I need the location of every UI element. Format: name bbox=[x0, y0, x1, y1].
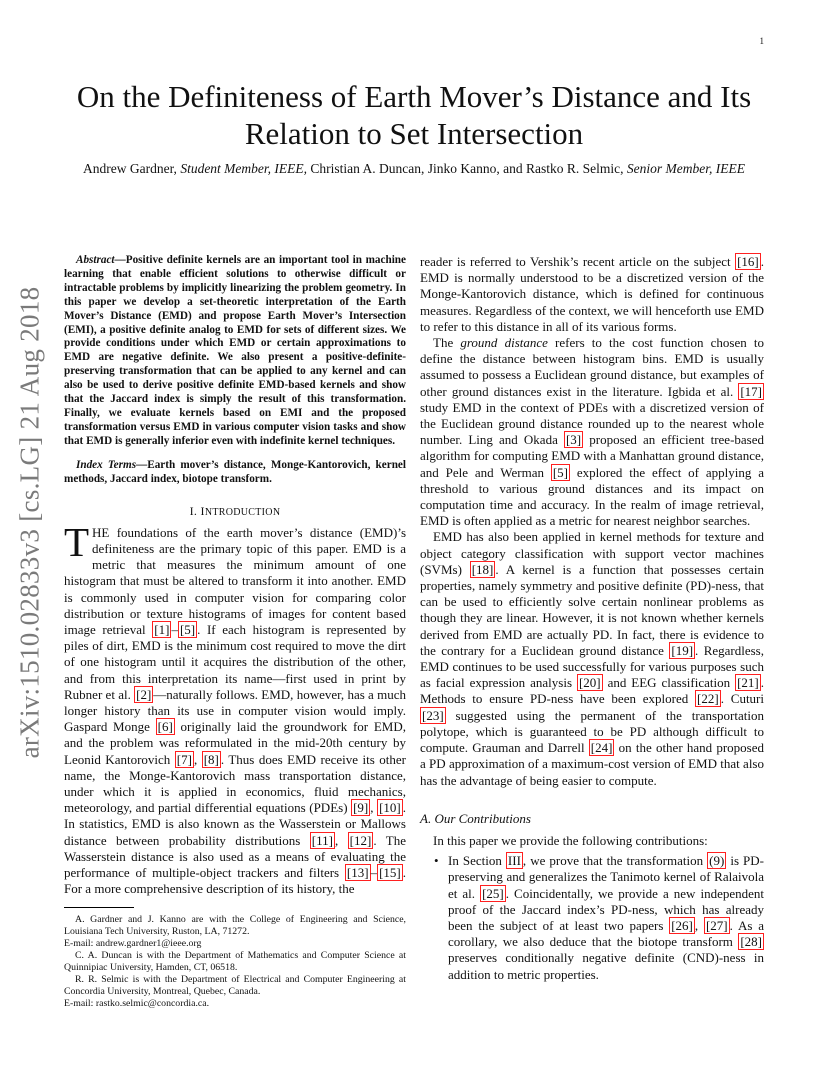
citation-link[interactable]: [7] bbox=[176, 751, 192, 767]
subsection-heading: A. Our Contributions bbox=[420, 810, 531, 826]
author-list bbox=[80, 160, 748, 178]
citation-link[interactable]: [8] bbox=[203, 751, 219, 767]
footnote-affiliation: A. Gardner and J. Kanno are with the College of Engineering and Science, Louisiana Tech University, Ruston, LA, 71272. bbox=[64, 914, 406, 938]
citation-link[interactable]: [3] bbox=[565, 432, 582, 448]
citation-link[interactable]: [26] bbox=[671, 917, 693, 933]
index-terms bbox=[64, 459, 406, 487]
index-terms-label: Index Terms bbox=[76, 458, 137, 471]
citation-link[interactable]: [17] bbox=[740, 383, 762, 399]
equation-link[interactable]: (9) bbox=[709, 853, 725, 869]
emphasized-term: ground distance bbox=[460, 335, 548, 351]
author-names: Christian A. Duncan, Jinko Kanno, and Rastko R. Selmic, bbox=[307, 161, 627, 176]
author-name: Andrew Gardner, bbox=[83, 161, 181, 176]
arxiv-stamp bbox=[10, 282, 50, 762]
citation-link[interactable]: [22] bbox=[697, 691, 719, 707]
citation-link[interactable]: [19] bbox=[671, 642, 694, 658]
abstract bbox=[64, 254, 406, 449]
citation-link[interactable]: [11] bbox=[311, 832, 333, 848]
right-column bbox=[420, 254, 764, 983]
intro-paragraph: THE foundations of the earth mover’s distance (EMD)’s definiteness are the primary topic of this paper. EMD is a metric that measures the minimum amount of one histogram that must be altered to transform it into another. EMD is commonly used in computer vision for comparing color distribution or texture histograms of images for content based image retrieval [1] – [5] . If each histogram is represented by piles of dirt, EMD is the minimum cost required to move the dirt of one histogram until it acquires the distribution of the other, and from this interpretation its name—first used in print by Rubner et al. [2] —naturally follows. EMD, however, has a much longer history than its use in computer vision would imply. Gaspard Monge [6] originally laid the groundwork for EMD, and the problem was reformulated in the mid-20th century by Leonid Kantorovich [7] , [8] . Thus does EMD receive its other name, the Monge-Kantorovich mass transportation distance, under which it is applied in economics, fluid mechanics, meteorology, and partial differential equations (PDEs) [9] , [10] . In statistics, EMD is also known as the Wasserstein or Mallows distance between probability distributions [11] , [12] . The Wasserstein distance is also used as a means of evaluating the performance of multiple-object trackers and filters [13] – [15] . For a more comprehensive description of its history, the bbox=[64, 518, 407, 897]
citation-link[interactable]: [9] bbox=[353, 800, 369, 816]
citation-link[interactable]: [1] bbox=[154, 621, 170, 637]
footnote-affiliation: R. R. Selmic is with the Department of Electrical and Computer Engineering at Concordia University, Montreal, Quebec, Canada. bbox=[64, 974, 406, 998]
paper-title: On the Definiteness of Earth Mover’s Distance and Its Relation to Set Intersection bbox=[76, 79, 752, 151]
drop-cap: T bbox=[64, 518, 90, 565]
arxiv-identifier: arXiv:1510.02833v3 [cs.LG] 21 Aug 2018 bbox=[14, 286, 45, 758]
citation-link[interactable]: [12] bbox=[349, 832, 372, 848]
section-heading bbox=[64, 503, 406, 521]
citation-link[interactable]: [25] bbox=[482, 885, 504, 901]
abstract-label: Abstract bbox=[76, 254, 115, 266]
footnotes bbox=[64, 914, 406, 1010]
section-link[interactable]: III bbox=[507, 853, 521, 869]
index-terms-text: —Earth mover’s distance, Monge-Kantorovich, kernel methods, Jaccard index, biotope transform. bbox=[64, 458, 406, 485]
left-column bbox=[64, 254, 406, 1010]
citation-link[interactable]: [16] bbox=[737, 254, 759, 269]
author-role: Student Member, IEEE, bbox=[180, 161, 308, 176]
citation-link[interactable]: [5] bbox=[179, 621, 196, 637]
citation-link[interactable]: [15] bbox=[379, 864, 401, 880]
footnote-email: E-mail: rastko.selmic@concordia.ca. bbox=[64, 998, 210, 1010]
section-number: I. bbox=[189, 503, 201, 518]
body-paragraph: EMD has also been applied in kernel methods for texture and object category classification with support vector machines (SVMs) [18] . A kernel is a function that possesses certain properties, namely symmetry and positive definite (PD)-ness, that can be used to efficiently solve certain nonlinear problems as though they are linear. However, it is not known whether kernels derived from EMD are actually PD. In fact, there is evidence to the contrary for a Euclidean ground distance [19] . Regardless, EMD continues to be used successfully for various purposes such as facial expression analysis [20] and EEG classification [21] . Methods to ensure PD-ness have been explored [22] . Cuturi [23] suggested using the permanent of the transportation polytope, which is guaranteed to be PD although difficult to compute. Grauman and Darrell [24] on the other hand proposed a PD approximation of a maximum-cost version of EMD that also has the advantage of being easier to compute. bbox=[420, 529, 765, 788]
citation-link[interactable]: [28] bbox=[740, 934, 762, 950]
citation-link[interactable]: [24] bbox=[590, 740, 613, 756]
body-paragraph: The ground distance refers to the cost function chosen to define the distance between histogram bins. EMD is usually assumed to possess a Euclidean ground distance, but examples of other ground distances exist in the literature. Igbida et al. [17] study EMD in the context of PDEs with a discretized version of the Euclidean ground distance rounded up to the nearest whole number. Ling and Okada [3] proposed an efficient tree-based algorithm for computing EMD with a Manhattan ground distance, and Pele and Werman [5] explored the effect of applying a threshold to various ground distances and its impact on computation time and accuracy. In the realm of image retrieval, EMD is often applied as a metric for nearest neighbor searches. bbox=[420, 335, 765, 529]
citation-link[interactable]: [27] bbox=[705, 917, 728, 933]
footnote-affiliation: C. A. Duncan is with the Department of Mathematics and Computer Science at Quinnipiac University, Hamden, CT, 06518. bbox=[64, 950, 406, 974]
footnote-email: E-mail: andrew.gardner1@ieee.org bbox=[64, 938, 202, 950]
citation-link[interactable]: [10] bbox=[379, 800, 401, 816]
list-item: • In Section III , we prove that the transformation (9) is PD-preserving and generalizes the Tanimoto kernel of Ralaivola et al. [25] . Coincidentally, we provide a new independent proof of the Jaccard index’s PD-ness, which has already been the subject of at least two papers [26] , [27] . As a corollary, we also deduce that the biotope transform [28] preserves conditionally negative definite (CND)-ness in addition to metric properties. bbox=[420, 853, 764, 983]
citation-link[interactable]: [20] bbox=[578, 675, 601, 691]
section-title: NTRODUCTION bbox=[204, 506, 281, 518]
abstract-text: —Positive definite kernels are an important tool in machine learning that enable efficient solutions to otherwise difficult or intractable problems by implicitly linearizing the problem geometry. In this paper we develop a set-theoretic interpretation of the Earth Mover’s Distance (EMD) and propose Earth Mover’s Intersection (EMI), a positive definite analog to EMD for sets of different sizes. We provide conditions under which EMD or certain approximations to EMD are negative definite. We also present a positive-definite-preserving transformation that can be applied to any kernel and can also be used to derive positive definite EMD-based kernels and show that the Jaccard index is simply the result of this transformation. Finally, we evaluate kernels based on EMI and the proposed transformation versus EMD in various computer vision tasks and show that EMD is generally inferior even with indefinite kernel techniques. bbox=[64, 254, 406, 447]
citation-link[interactable]: [21] bbox=[737, 675, 759, 691]
body-paragraph: reader is referred to Vershik’s recent article on the subject [16] . EMD is normally understood to be a discretized version of the Monge-Kantorovich distance, which is defined for continuous measures. Regardless of the context, we will henceforth use EMD to refer to this distance in all of its various forms. bbox=[420, 254, 764, 334]
citation-link[interactable]: [2] bbox=[136, 686, 152, 702]
author-role: Senior Member, IEEE bbox=[626, 161, 745, 176]
citation-link[interactable]: [5] bbox=[552, 464, 569, 480]
body-paragraph: In this paper we provide the following contributions: bbox=[433, 832, 708, 848]
citation-link[interactable]: [13] bbox=[346, 864, 369, 880]
footnote-rule bbox=[64, 907, 134, 908]
contributions-list bbox=[420, 853, 764, 983]
citation-link[interactable]: [18] bbox=[471, 561, 494, 577]
citation-link[interactable]: [6] bbox=[157, 719, 173, 735]
section-title-initial: I bbox=[200, 503, 205, 518]
citation-link[interactable]: [23] bbox=[422, 707, 444, 723]
page-number: 1 bbox=[759, 36, 764, 46]
